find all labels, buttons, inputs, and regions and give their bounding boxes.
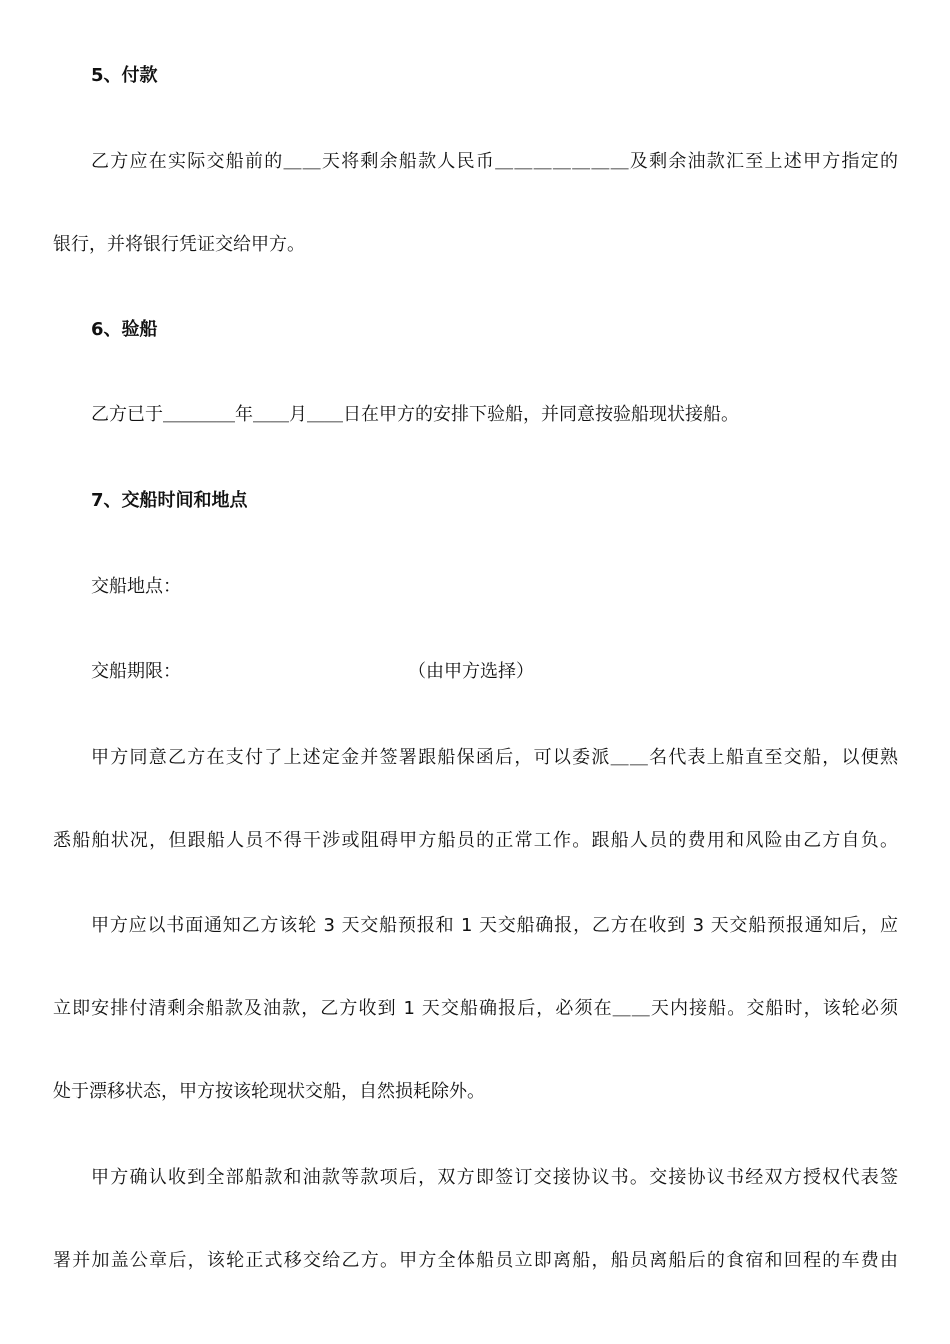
section-7-paragraph-3-line-2: 署并加盖公章后，该轮正式移交给乙方。甲方全体船员立即离船，船员离船后的食宿和回程的车费由 xyxy=(53,1250,898,1271)
section-6-paragraph: 乙方已于＿＿＿＿年＿＿月＿＿日在甲方的安排下验船，并同意按验船现状接船。 xyxy=(91,404,739,425)
delivery-period-note: （由甲方选择） xyxy=(408,661,534,682)
delivery-period-row xyxy=(91,660,898,684)
section-5-paragraph-line-2: 银行，并将银行凭证交给甲方。 xyxy=(53,234,305,255)
delivery-place-label: 交船地点： xyxy=(91,576,181,597)
section-7-paragraph-2-line-2: 立即安排付清剩余船款及油款，乙方收到 1 天交船确报后，必须在＿＿天内接船。交船时，该轮必须 xyxy=(53,998,898,1019)
section-7-paragraph-1-line-2: 悉船舶状况，但跟船人员不得干涉或阻碍甲方船员的正常工作。跟船人员的费用和风险由乙方自负。 xyxy=(53,830,898,851)
section-5-paragraph-line-1: 乙方应在实际交船前的＿＿天将剩余船款人民币＿＿＿＿＿＿＿及剩余油款汇至上述甲方指定的 xyxy=(91,151,898,172)
section-7-heading: 7、交船时间和地点 xyxy=(91,490,248,511)
section-7-paragraph-2-line-1: 甲方应以书面通知乙方该轮 3 天交船预报和 1 天交船确报，乙方在收到 3 天交船预报通知后，应 xyxy=(91,915,898,936)
delivery-period-label: 交船期限： xyxy=(91,661,181,682)
section-6-heading: 6、验船 xyxy=(91,319,158,340)
section-7-paragraph-2-line-3: 处于漂移状态，甲方按该轮现状交船，自然损耗除外。 xyxy=(53,1081,485,1102)
section-5-heading: 5、付款 xyxy=(91,65,158,86)
section-7-paragraph-1-line-1: 甲方同意乙方在支付了上述定金并签署跟船保函后，可以委派＿＿名代表上船直至交船，以便熟 xyxy=(91,747,898,768)
section-7-paragraph-3-line-1: 甲方确认收到全部船款和油款等款项后，双方即签订交接协议书。交接协议书经双方授权代表签 xyxy=(91,1167,898,1188)
